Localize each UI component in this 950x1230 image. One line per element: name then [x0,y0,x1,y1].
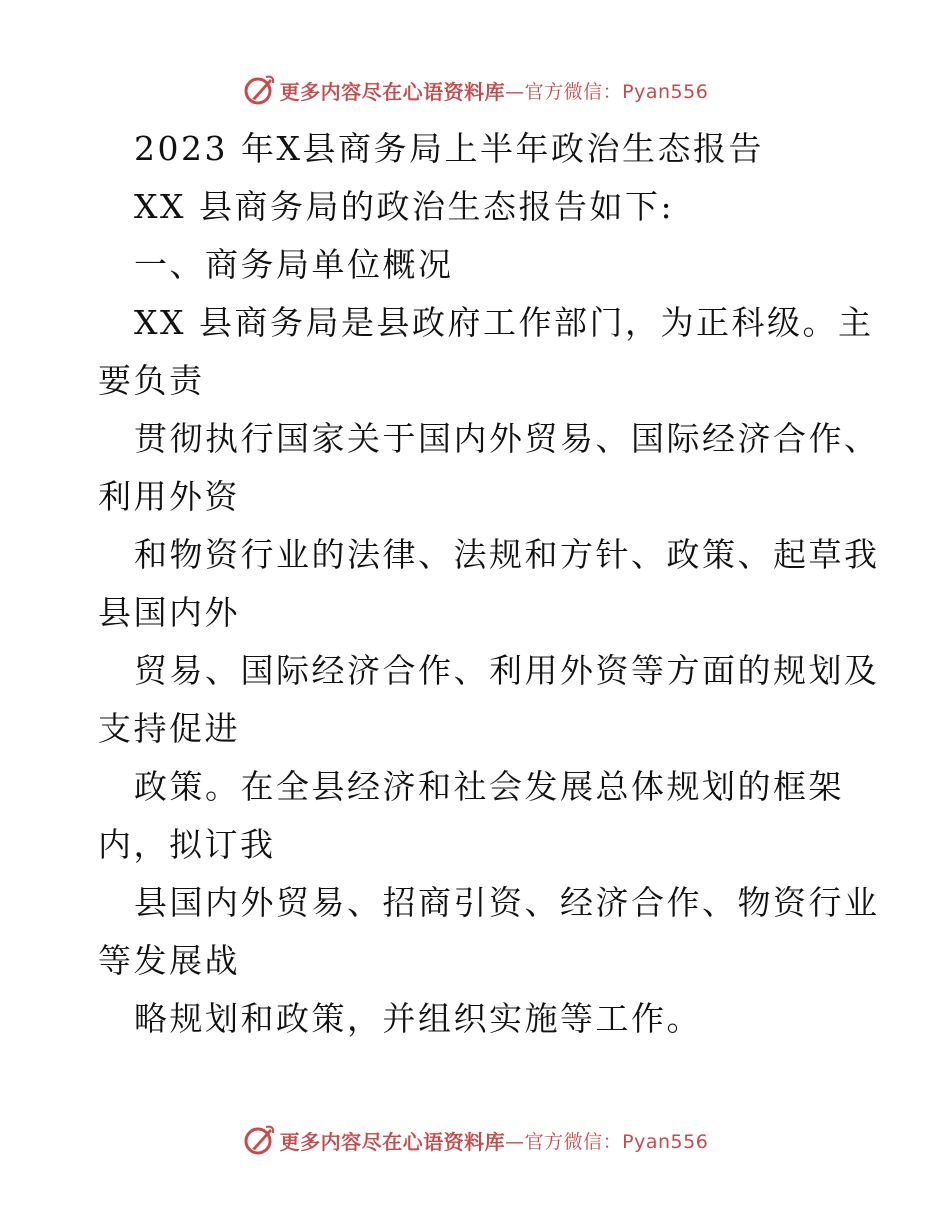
paragraph-line: XX 县商务局是县政府工作部门，为正科级。主 [134,303,874,342]
paragraph-line: 县国内外贸易、招商引资、经济合作、物资行业 [134,883,880,922]
document-title: 2023 年X县商务局上半年政治生态报告 [134,129,764,168]
banner-main-text: 更多内容尽在心语资料库 [279,79,506,104]
footer-banner [0,1120,950,1160]
paragraph-line: 和物资行业的法律、法规和方针、政策、起草我 [134,535,880,574]
document-body [98,120,880,1048]
paragraph-line: 要负责 [98,361,205,400]
banner-wechat-text: —官方微信：Pyan556 [505,1130,709,1153]
paragraph-line: 支持促进 [98,709,240,748]
banner-wechat-text: —官方微信：Pyan556 [505,80,709,103]
paragraph-line: 等发展战 [98,941,240,980]
banner-main-text: 更多内容尽在心语资料库 [279,1129,506,1154]
quill-logo-icon [242,1123,276,1157]
paragraph-line: 贯彻执行国家关于国内外贸易、国际经济合作、 [134,419,880,458]
paragraph-line: 利用外资 [98,477,240,516]
header-banner [0,70,950,110]
paragraph-line: 略规划和政策，并组织实施等工作。 [134,999,702,1038]
section-heading: 一、商务局单位概况 [134,245,454,284]
quill-logo-icon [242,73,276,107]
paragraph-line: 内，拟订我 [98,825,276,864]
intro-line: XX 县商务局的政治生态报告如下: [134,187,675,226]
paragraph-line: 县国内外 [98,593,240,632]
paragraph-line: 贸易、国际经济合作、利用外资等方面的规划及 [134,651,880,690]
paragraph-line: 政策。在全县经济和社会发展总体规划的框架 [134,767,844,806]
